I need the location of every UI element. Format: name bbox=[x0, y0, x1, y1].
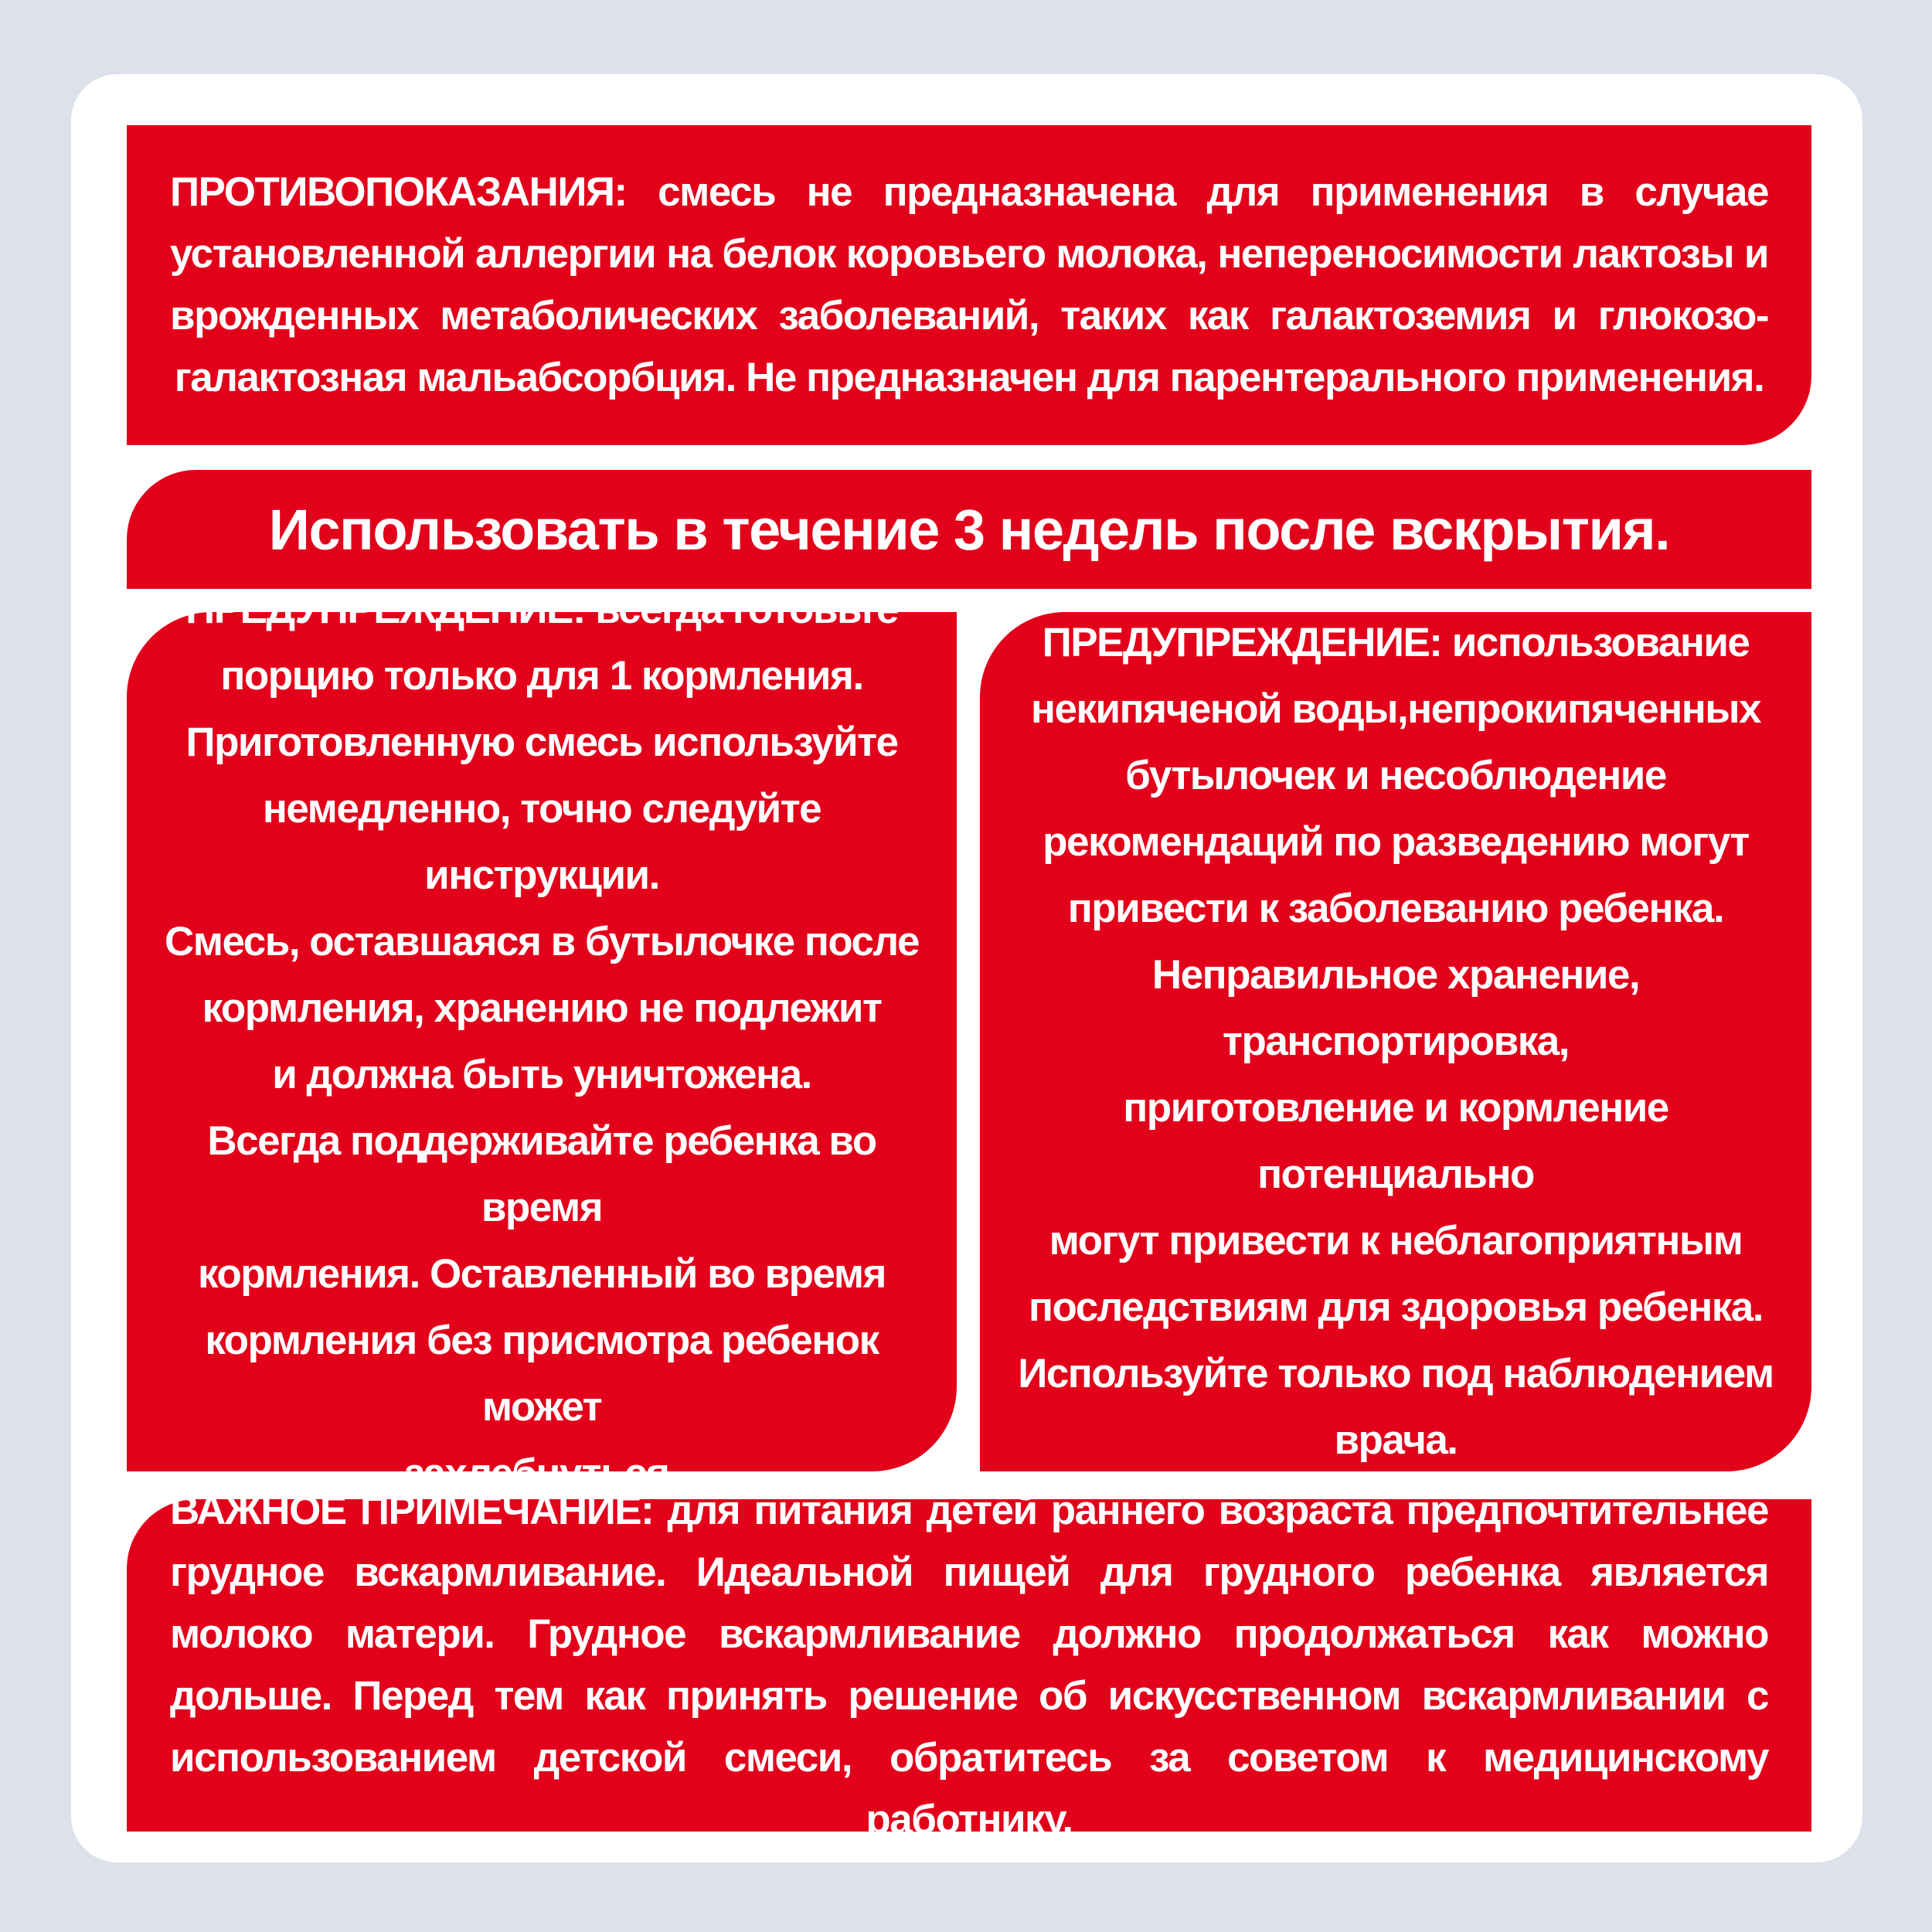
warning-right-line: могут привести к неблагоприятным bbox=[1049, 1218, 1743, 1264]
warning-right-line: привести к заболеванию ребенка. bbox=[1067, 886, 1724, 931]
warning-right-line: приготовление и кормление потенциально bbox=[1123, 1085, 1668, 1197]
warning-left-line: кормления, хранению не подлежит bbox=[202, 985, 882, 1031]
warning-right-heading: ПРЕДУПРЕЖДЕНИЕ: bbox=[1042, 620, 1442, 665]
warning-right-line: бутылочек и несоблюдение bbox=[1125, 753, 1666, 798]
warning-right-line: ПРЕДУПРЕЖДЕНИЕ: использование bbox=[1042, 620, 1750, 665]
warning-right-panel bbox=[980, 612, 1811, 1471]
warning-right-line: Используйте только под наблюдением bbox=[1018, 1351, 1774, 1396]
important-note-heading: ВАЖНОЕ ПРИМЕЧАНИЕ: bbox=[170, 1488, 654, 1533]
warning-left-line: Приготовленную смесь используйте bbox=[185, 719, 898, 765]
warning-left-line: ПРЕДУПРЕЖДЕНИЕ: всегда готовьте bbox=[185, 587, 898, 632]
contraindications-text: смесь не предназначена для применения в случае установленной аллергии на белок коровьего молока, непереносимости лактозы и врожденных метаболических заболеваний, таких как галактоземия и глюкозо-галактозная мальабсорбция. Не предназначен для парентерального применения. bbox=[170, 169, 1768, 400]
warning-right-line: врача. bbox=[1334, 1417, 1458, 1463]
warning-left-line: захлебнуться. bbox=[404, 1451, 679, 1496]
warning-right-line: последствиям для здоровья ребенка. bbox=[1029, 1284, 1763, 1330]
warning-left-panel bbox=[127, 587, 957, 1496]
important-note-panel bbox=[127, 1488, 1811, 1842]
warning-left-line: и должна быть уничтожена. bbox=[272, 1052, 811, 1097]
contraindications-panel bbox=[127, 125, 1811, 445]
warning-right-line: Неправильное хранение, транспортировка, bbox=[1151, 952, 1640, 1064]
warning-left-heading: ПРЕДУПРЕЖДЕНИЕ: bbox=[185, 587, 585, 632]
warning-left-line: немедленно, точно следуйте инструкции. bbox=[262, 786, 821, 898]
warning-right-line: рекомендаций по разведению могут bbox=[1043, 819, 1749, 865]
contraindications-heading: ПРОТИВОПОКАЗАНИЯ: bbox=[170, 169, 627, 215]
warning-right-line: некипяченой воды,непрокипяченных bbox=[1031, 686, 1760, 732]
warning-left-line: Смесь, оставшаяся в бутылочке после bbox=[165, 919, 919, 964]
warning-left-line: Всегда поддерживайте ребенка во время bbox=[207, 1118, 876, 1230]
shelf-life-text: Использовать в течение 3 недель после вскрытия. bbox=[268, 497, 1670, 562]
warning-left-line: кормления. Оставленный во время bbox=[198, 1251, 886, 1297]
shelf-life-banner bbox=[127, 470, 1811, 589]
warning-left-line: кормления без присмотра ребенок может bbox=[205, 1318, 879, 1430]
important-note-paragraph bbox=[170, 1480, 1768, 1851]
contraindications-paragraph bbox=[170, 162, 1768, 409]
warning-left-line: порцию только для 1 кормления. bbox=[220, 653, 863, 699]
important-note-text: для питания детей раннего возраста предпочтительнее грудное вскармливание. Идеальной пищей для грудного ребенка является молоко матери. Грудное вскармливание должно продолжаться как можно дольше. Перед тем как принять решение об искусственном вскармливании с использованием детской смеси, обратитесь за советом к медицинскому работнику. bbox=[170, 1488, 1768, 1842]
